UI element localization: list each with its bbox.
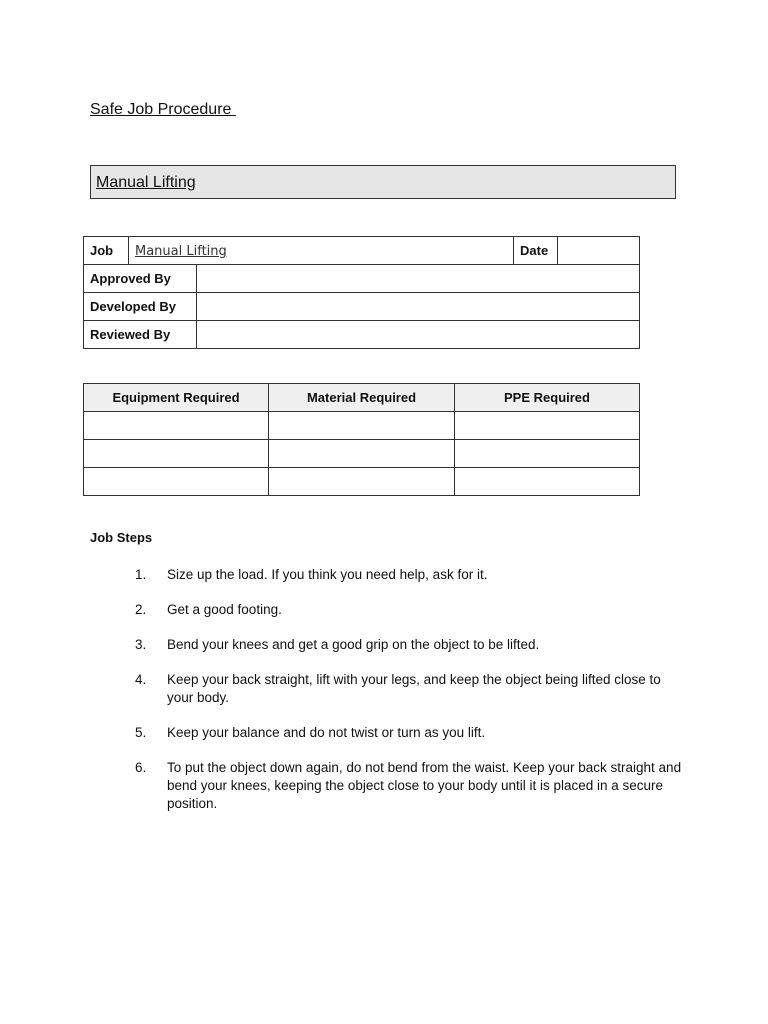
step-number: 6.	[135, 760, 147, 775]
title-banner	[90, 165, 676, 199]
job-steps-heading: Job Steps	[90, 530, 153, 545]
banner-title: Manual Lifting	[96, 174, 196, 191]
step-text: Size up the load. If you think you need help, ask for it.	[167, 567, 488, 582]
reviewed-by-value-cell[interactable]	[197, 321, 640, 349]
developed-by-value-cell[interactable]	[197, 293, 640, 321]
equipment-cell[interactable]	[84, 468, 269, 496]
table-row	[84, 468, 640, 496]
step-text: Keep your balance and do not twist or turn as you lift.	[167, 725, 486, 740]
step-number: 1.	[135, 567, 147, 582]
list-item	[0, 724, 768, 742]
step-number: 4.	[135, 672, 147, 687]
list-item	[0, 759, 768, 813]
requirements-header-row	[84, 384, 640, 412]
approved-by-label: Approved By	[84, 265, 197, 293]
job-info-table	[83, 236, 640, 349]
developed-by-label: Developed By	[84, 293, 197, 321]
step-number: 2.	[135, 602, 147, 617]
job-value: Manual Lifting	[135, 243, 227, 259]
job-row	[84, 237, 640, 265]
list-item	[0, 601, 768, 619]
material-cell[interactable]	[269, 412, 455, 440]
developed-by-row	[84, 293, 640, 321]
date-label: Date	[514, 237, 558, 265]
step-number: 5.	[135, 725, 147, 740]
ppe-cell[interactable]	[455, 412, 640, 440]
list-item	[0, 566, 768, 584]
approved-by-row	[84, 265, 640, 293]
equipment-cell[interactable]	[84, 412, 269, 440]
approved-by-value-cell[interactable]	[197, 265, 640, 293]
ppe-cell[interactable]	[455, 468, 640, 496]
step-text: Keep your back straight, lift with your legs, and keep the object being lifted close to your body.	[167, 672, 661, 705]
list-item	[0, 636, 768, 654]
material-cell[interactable]	[269, 468, 455, 496]
table-row	[84, 440, 640, 468]
reviewed-by-row	[84, 321, 640, 349]
list-item	[0, 671, 768, 707]
table-row	[84, 412, 640, 440]
job-value-cell[interactable]	[129, 237, 514, 265]
job-label: Job	[84, 237, 129, 265]
equipment-required-header: Equipment Required	[84, 384, 269, 412]
equipment-cell[interactable]	[84, 440, 269, 468]
step-text: To put the object down again, do not bend from the waist. Keep your back straight and bend your knees, keeping the object close to your body until it is placed in a secure position.	[167, 760, 682, 811]
document-title: Safe Job Procedure	[90, 101, 236, 118]
ppe-required-header: PPE Required	[455, 384, 640, 412]
step-text: Bend your knees and get a good grip on the object to be lifted.	[167, 637, 540, 652]
date-value-cell[interactable]	[558, 237, 640, 265]
reviewed-by-label: Reviewed By	[84, 321, 197, 349]
material-cell[interactable]	[269, 440, 455, 468]
ppe-cell[interactable]	[455, 440, 640, 468]
job-steps-list	[0, 566, 768, 830]
material-required-header: Material Required	[269, 384, 455, 412]
requirements-table	[83, 383, 640, 496]
step-text: Get a good footing.	[167, 602, 282, 617]
step-number: 3.	[135, 637, 147, 652]
